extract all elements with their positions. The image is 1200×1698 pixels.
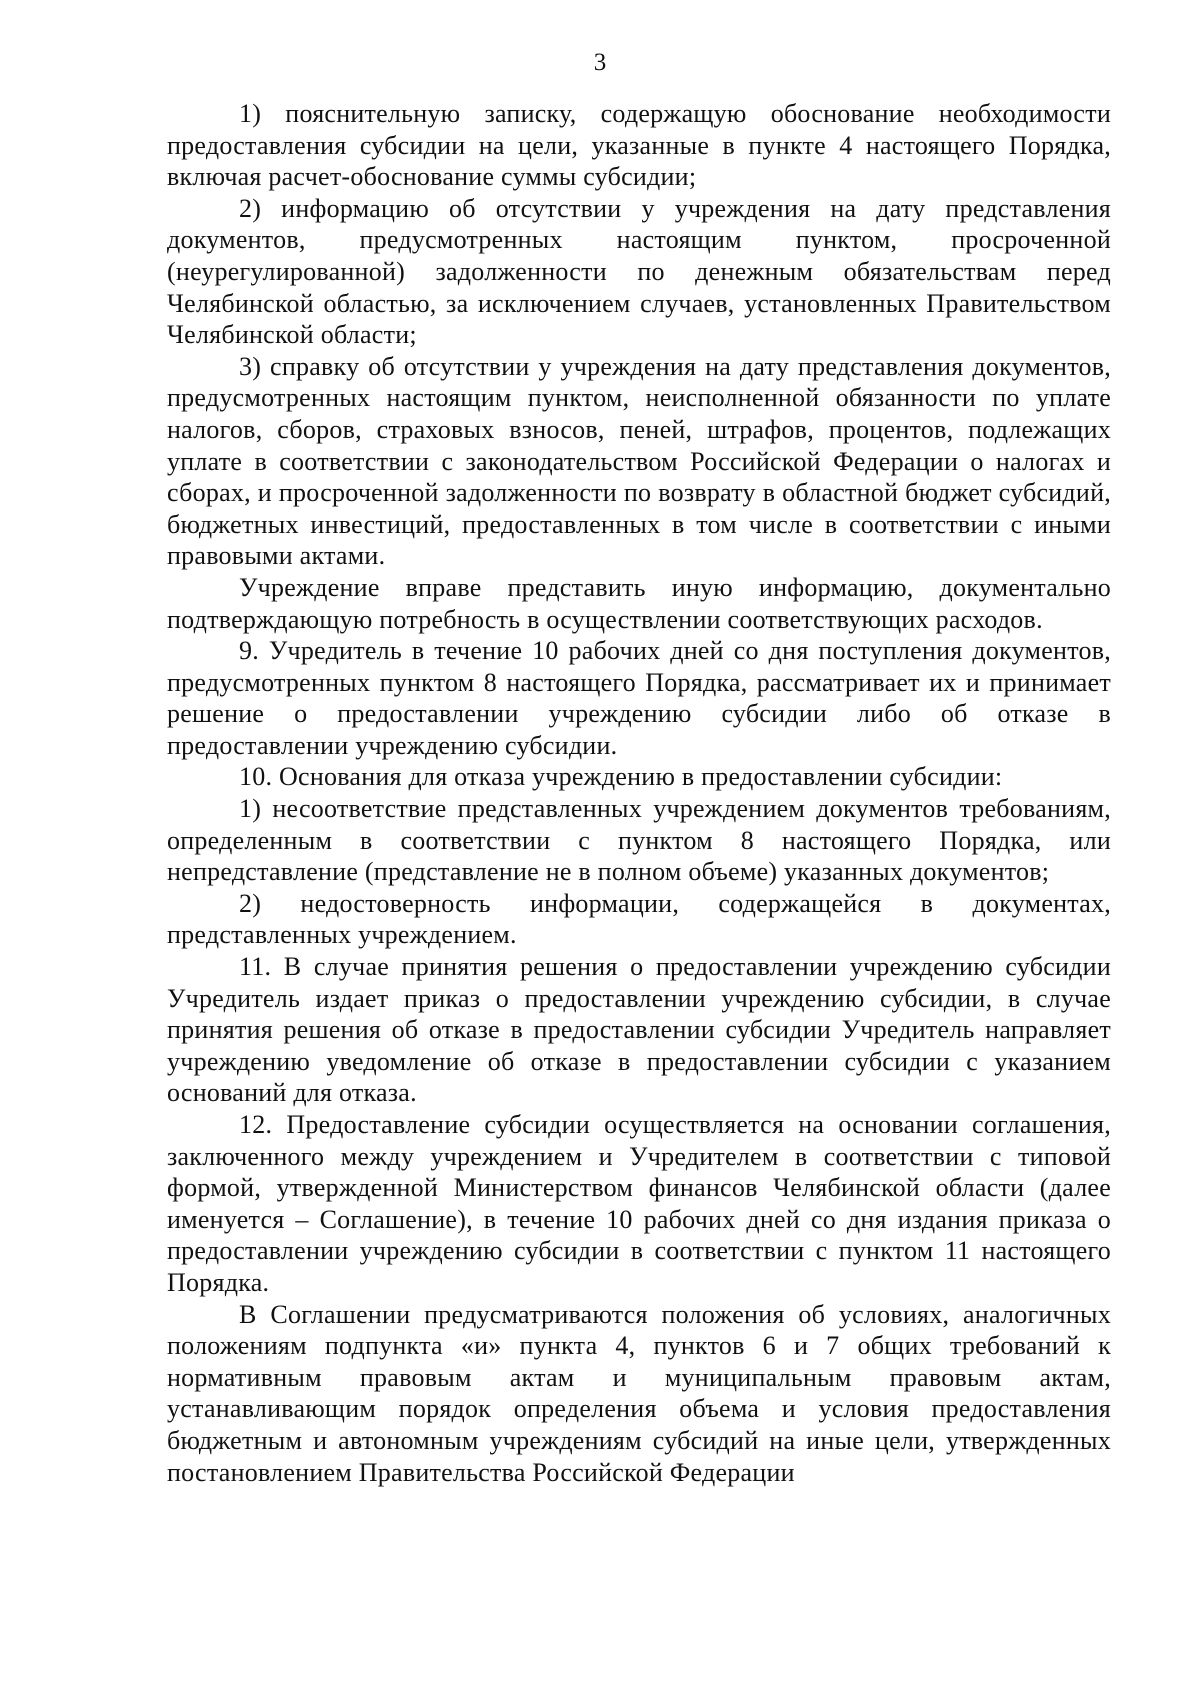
document-body (167, 98, 1111, 1488)
paragraph-item-1-explanatory-note: 1) пояснительную записку, содержащую обоснование необходимости предоставления субсидии на цели, указанные в пункте 4 настоящего Порядка, включая расчет-обоснование суммы субсидии; (167, 99, 1111, 192)
paragraph-agreement-provisions: В Соглашении предусматриваются положения об условиях, аналогичных положениям подпункта «и» пункта 4, пунктов 6 и 7 общих требований к нормативным правовым актам и муниципальным правовым актам, устанавливающим порядок определения объема и условия предоставления бюджетным и автономным учреждениям субсидий на иные цели, утвержденных постановлением Правительства Российской Федерации (167, 1299, 1111, 1487)
paragraph-refusal-reason-1: 1) несоответствие представленных учреждением документов требованиям, определенным в соответствии с пунктом 8 настоящего Порядка, или непредставление (представление не в полном объеме) указанных документов; (167, 794, 1111, 887)
paragraph-clause-11: 11. В случае принятия решения о предоставлении учреждению субсидии Учредитель издает приказ о предоставлении учреждению субсидии, в случае принятия решения об отказе в предоставлении субсидии Учредитель направляет учреждению уведомление об отказе в предоставлении субсидии с указанием оснований для отказа. (167, 952, 1111, 1108)
paragraph-refusal-reason-2: 2) недостоверность информации, содержащейся в документах, представленных учреждением. (167, 888, 1111, 950)
paragraph-other-information: Учреждение вправе представить иную информацию, документально подтверждающую потребность в осуществлении соответствующих расходов. (167, 572, 1111, 634)
paragraph-item-2-debt-info: 2) информацию об отсутствии у учреждения на дату представления документов, предусмотренных настоящим пунктом, просроченной (неурегулированной) задолженности по денежным обязательствам перед Челябинской областью, за исключением случаев, установленных Правительством Челябинской области; (167, 193, 1111, 350)
paragraph-clause-10: 10. Основания для отказа учреждению в предоставлении субсидии: (239, 762, 1003, 792)
paragraph-item-3-tax-certificate: 3) справку об отсутствии у учреждения на дату представления документов, предусмотренных настоящим пунктом, неисполненной обязанности по уплате налогов, сборов, страховых взносов, пеней, штрафов, процентов, подлежащих уплате в соответствии с законодательством Российской Федерации о налогах и сборах, и просроченной задолженности по возврату в областной бюджет субсидий, бюджетных инвестиций, предоставленных в том числе в соответствии с иными правовыми актами. (167, 351, 1111, 571)
paragraph-clause-9: 9. Учредитель в течение 10 рабочих дней со дня поступления документов, предусмотренных пунктом 8 настоящего Порядка, рассматривает их и принимает решение о предоставлении учреждению субсидии либо об отказе в предоставлении учреждению субсидии. (167, 636, 1111, 760)
page-number: 3 (593, 49, 607, 76)
paragraph-clause-12: 12. Предоставление субсидии осуществляется на основании соглашения, заключенного между учреждением и Учредителем в соответствии с типовой формой, утвержденной Министерством финансов Челябинской области (далее именуется – Соглашение), в течение 10 рабочих дней со дня издания приказа о предоставлении учреждению субсидии в соответствии с пунктом 11 настоящего Порядка. (167, 1110, 1111, 1297)
